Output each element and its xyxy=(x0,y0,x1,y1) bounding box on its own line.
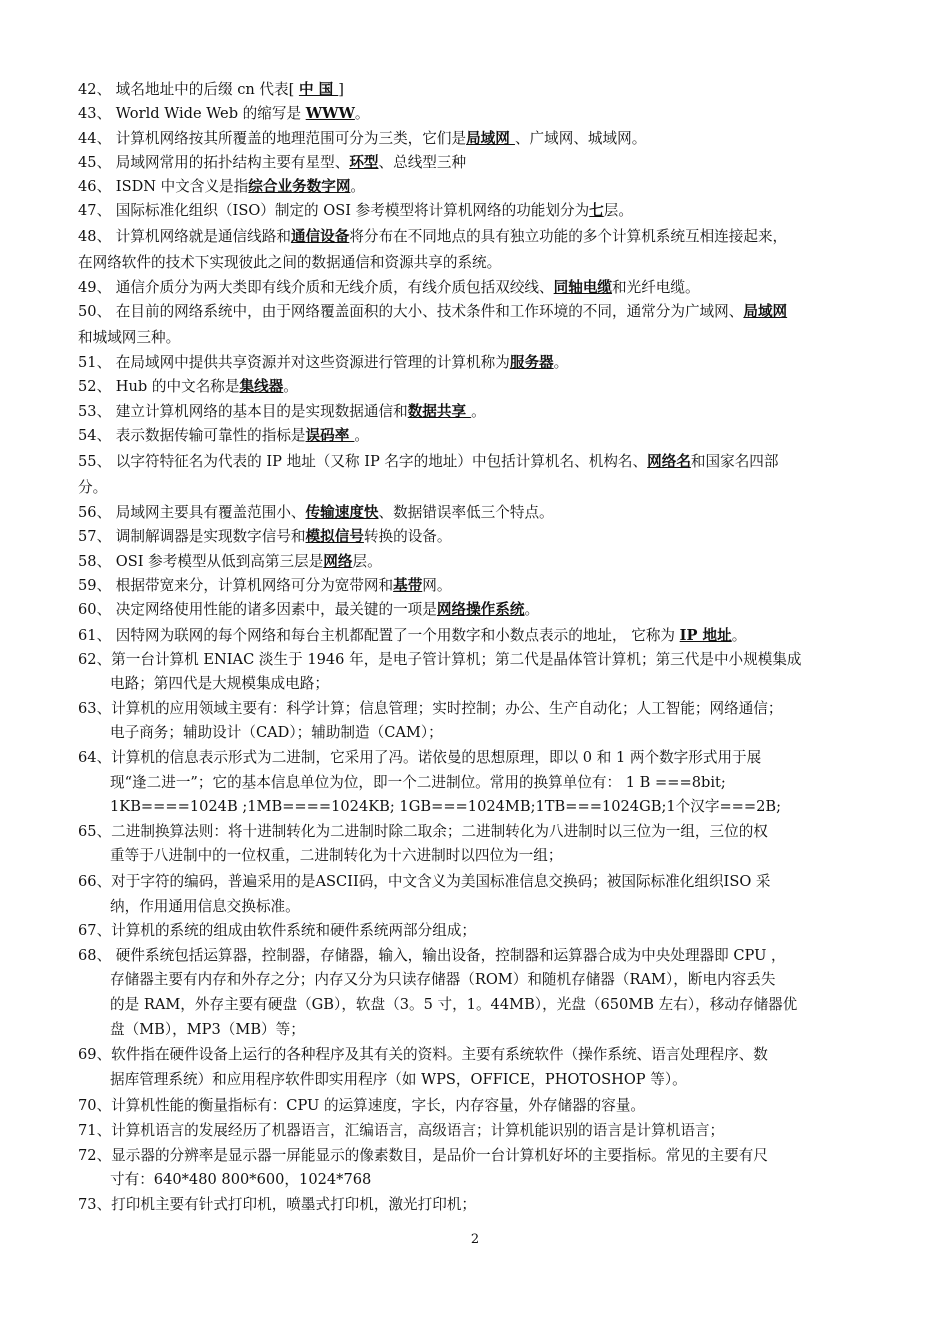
page-number: 2 xyxy=(470,1232,480,1247)
text-line xyxy=(78,1121,724,1141)
text-line xyxy=(78,201,633,221)
text-segment: 51、 在局域网中提供共享资源并对这些资源进行管理的计算机称为 xyxy=(78,354,510,371)
text-line xyxy=(78,1096,645,1116)
answer-text: 局域网 xyxy=(466,130,515,147)
text-segment: 67、计算机的系统的组成由软件系统和硬件系统两部分组成； xyxy=(78,922,477,939)
text-segment: 63、计算机的应用领域主要有：科学计算；信息管理；实时控制；办公、生产自动化；人工智能；网络通信； xyxy=(78,700,783,717)
answer-text: IP 地址 xyxy=(679,627,732,644)
text-line xyxy=(78,328,180,348)
text-line xyxy=(78,872,771,892)
text-segment: 60、 决定网络使用性能的诸多因素中，最关键的一项是 xyxy=(78,601,437,618)
answer-text: 集线器 xyxy=(239,378,284,395)
answer-text: 七 xyxy=(589,202,604,219)
text-line xyxy=(78,503,554,523)
text-line xyxy=(110,995,797,1015)
text-segment: 58、 OSI 参考模型从低到高第三层是 xyxy=(78,553,324,570)
text-line xyxy=(78,600,539,620)
text-segment: 66、对于字符的编码，普遍采用的是ASCII码，中文含义为美国标准信息交换码；被国际标准化组织ISO 采 xyxy=(78,873,771,890)
text-line xyxy=(78,822,768,842)
text-segment: 57、 调制解调器是实现数字信号和 xyxy=(78,528,306,545)
text-segment: 和光纤电缆。 xyxy=(612,279,700,296)
text-line xyxy=(78,699,782,719)
text-line xyxy=(78,402,486,422)
text-line xyxy=(78,302,787,322)
text-line xyxy=(78,153,466,173)
text-line xyxy=(78,1045,768,1065)
text-line xyxy=(78,527,452,547)
text-segment: 68、 硬件系统包括运算器，控制器，存储器，输入，输出设备，控制器和运算器合成为中央处理器即 CPU ， xyxy=(78,947,786,964)
text-segment: 42、 域名地址中的后缀 cn 代表[ xyxy=(78,81,299,98)
text-segment: 43、 World Wide Web 的缩写是 xyxy=(78,105,306,122)
text-line xyxy=(78,426,369,446)
text-segment: 1KB====1024B ;1MB====1024KB; 1GB===1024MB;1TB===1024GB;1个汉字===2B; xyxy=(110,798,782,815)
text-segment: 。 xyxy=(553,354,569,371)
text-segment: 49、 通信介质分为两大类即有线介质和无线介质，有线介质包括双绞线、 xyxy=(78,279,554,296)
text-segment: 。 xyxy=(283,378,298,395)
text-line xyxy=(78,1195,476,1215)
text-segment: 59、 根据带宽来分，计算机网络可分为宽带网和 xyxy=(78,577,394,594)
text-line xyxy=(78,552,382,572)
text-segment: 电子商务；辅助设计（CAD）；辅助制造（CAM）； xyxy=(110,724,443,741)
text-line xyxy=(78,227,787,247)
text-segment: 。 xyxy=(354,427,370,444)
text-segment: 71、计算机语言的发展经历了机器语言，汇编语言，高级语言；计算机能识别的语言是计算机语言； xyxy=(78,1122,725,1139)
answer-text: 同轴电缆 xyxy=(553,279,613,296)
text-segment: 47、 国际标准化组织（ISO）制定的 OSI 参考模型将计算机网络的功能划分为 xyxy=(78,202,590,219)
answer-text: 网络 xyxy=(323,553,353,570)
text-line xyxy=(78,80,344,100)
text-segment: 层。 xyxy=(603,202,633,219)
text-line xyxy=(110,970,775,990)
text-segment: 62、第一台计算机 ENIAC 淡生于 1946 年，是电子管计算机；第二代是晶体管计算机；第三代是中小规模集成 xyxy=(78,651,802,668)
text-segment: 69、软件指在硬件设备上运行的各种程序及其有关的资料。主要有系统软件（操作系统、语言处理程序、数 xyxy=(78,1046,768,1063)
text-line xyxy=(78,1146,768,1166)
text-segment: 54、 表示数据传输可靠性的指标是 xyxy=(78,427,306,444)
text-line xyxy=(110,897,300,917)
answer-text: 综合业务数字网 xyxy=(248,178,351,195)
text-segment: 电路；第四代是大规模集成电路； xyxy=(110,675,329,692)
text-segment: 据库管理系统）和应用程序软件即实用程序（如 WPS，OFFICE，PHOTOSHOP 等）。 xyxy=(110,1071,687,1088)
text-segment: 寸有：640*480 800*600，1024*768 xyxy=(110,1171,372,1188)
answer-text: 数据共享 xyxy=(407,403,472,420)
answer-text: 环型 xyxy=(349,154,379,171)
text-line xyxy=(78,377,298,397)
answer-text: WWW xyxy=(305,105,355,122)
text-segment: 。 xyxy=(354,105,370,122)
text-line xyxy=(78,626,746,646)
answer-text: 中 国 xyxy=(298,81,339,98)
text-segment: 50、 在目前的网络系统中，由于网络覆盖面积的大小、技术条件和工作环境的不同，通常分为广域网、 xyxy=(78,303,744,320)
text-line xyxy=(78,278,700,298)
text-line xyxy=(78,353,568,373)
text-segment: 53、 建立计算机网络的基本目的是实现数据通信和 xyxy=(78,403,408,420)
text-segment: 层。 xyxy=(352,553,382,570)
text-segment: 盘（MB），MP3（MB）等； xyxy=(110,1021,305,1038)
text-segment: 73、打印机主要有针式打印机，喷墨式打印机，激光打印机； xyxy=(78,1196,477,1213)
text-line xyxy=(78,104,369,124)
text-segment: ] xyxy=(338,81,344,98)
text-segment: 在网络软件的技术下实现彼此之间的数据通信和资源共享的系统。 xyxy=(78,254,502,271)
text-segment: 56、 局域网主要具有覆盖范围小、 xyxy=(78,504,306,521)
text-segment: 。 xyxy=(731,627,747,644)
text-line xyxy=(78,921,476,941)
answer-text: 局域网 xyxy=(743,303,788,320)
text-line xyxy=(78,452,779,472)
text-segment: 55、 以字符特征名为代表的 IP 地址（又称 IP 名字的地址）中包括计算机名、机构名、 xyxy=(78,453,648,470)
text-segment: 70、计算机性能的衡量指标有：CPU 的运算速度，字长，内存容量，外存储器的容量。 xyxy=(78,1097,646,1114)
text-segment: 45、 局域网常用的拓扑结构主要有星型、 xyxy=(78,154,350,171)
answer-text: 网络操作系统 xyxy=(436,601,525,618)
text-segment: 现“逢二进一”；它的基本信息单位为位，即一个二进制位。常用的换算单位有： 1 B ===8bit; xyxy=(110,774,726,791)
text-segment: 52、 Hub 的中文名称是 xyxy=(78,378,240,395)
answer-text: 误码率 xyxy=(305,427,355,444)
text-segment: 。 xyxy=(350,178,366,195)
text-segment: 纳，作用通用信息交换标准。 xyxy=(110,898,300,915)
text-line xyxy=(110,797,781,817)
text-line xyxy=(78,177,365,197)
text-segment: 重等于八进制中的一位权重，二进制转化为十六进制时以四位为一组； xyxy=(110,847,563,864)
answer-text: 服务器 xyxy=(509,354,554,371)
text-segment: 和国家名四部 xyxy=(690,453,779,470)
text-segment: 48、 计算机网络就是通信线路和 xyxy=(78,228,291,245)
text-segment: 将分布在不同地点的具有独立功能的多个计算机系统互相连接起来， xyxy=(349,228,788,245)
text-segment: 44、 计算机网络按其所覆盖的地理范围可分为三类，它们是 xyxy=(78,130,467,147)
text-segment: 61、 因特网为联网的每个网络和每台主机都配置了一个用数字和小数点表示的地址， 它称为 xyxy=(78,627,680,644)
text-line xyxy=(78,253,501,273)
text-line xyxy=(110,1070,687,1090)
text-segment: 存储器主要有内存和外存之分；内存又分为只读存储器（ROM）和随机存储器（RAM），断电内容丢失 xyxy=(110,971,776,988)
text-segment: 、数据错误率低三个特点。 xyxy=(378,504,554,521)
text-segment: 和城域网三种。 xyxy=(78,329,181,346)
text-segment: 46、 ISDN 中文含义是指 xyxy=(78,178,249,195)
text-line xyxy=(110,846,562,866)
text-line xyxy=(110,1170,371,1190)
text-segment: 的是 RAM，外存主要有硬盘（GB），软盘（3。5 寸，1。44MB），光盘（650MB 左右），移动存储器优 xyxy=(110,996,798,1013)
answer-text: 通信设备 xyxy=(290,228,350,245)
text-segment: 网。 xyxy=(422,577,452,594)
text-line xyxy=(78,129,646,149)
text-line xyxy=(110,674,329,694)
text-segment: 。 xyxy=(524,601,540,618)
text-line xyxy=(78,748,761,768)
text-segment: 、广域网、城域网。 xyxy=(514,130,647,147)
text-segment: 72、显示器的分辨率是显示器一屏能显示的像素数目，是品价一台计算机好坏的主要指标。常见的主要有尺 xyxy=(78,1147,768,1164)
answer-text: 模拟信号 xyxy=(305,528,364,545)
text-segment: 分。 xyxy=(78,479,108,496)
text-segment: 65、二进制换算法则：将十进制转化为二进制时除二取余；二进制转化为八进制时以三位为一组，三位的权 xyxy=(78,823,768,840)
text-line xyxy=(110,1020,305,1040)
text-segment: 64、计算机的信息表示形式为二进制，它采用了冯。诺依曼的思想原理，即以 0 和 1 两个数字形式用于展 xyxy=(78,749,762,766)
text-line xyxy=(110,773,726,793)
answer-text: 网络名 xyxy=(647,453,691,470)
text-segment: 转换的设备。 xyxy=(363,528,452,545)
text-line xyxy=(78,478,107,498)
text-line xyxy=(110,723,443,743)
text-line xyxy=(78,650,802,670)
text-line xyxy=(78,576,452,596)
text-segment: 、总线型三种 xyxy=(378,154,467,171)
answer-text: 基带 xyxy=(393,577,423,594)
answer-text: 传输速度快 xyxy=(305,504,379,521)
text-line xyxy=(78,946,786,966)
text-segment: 。 xyxy=(471,403,486,420)
